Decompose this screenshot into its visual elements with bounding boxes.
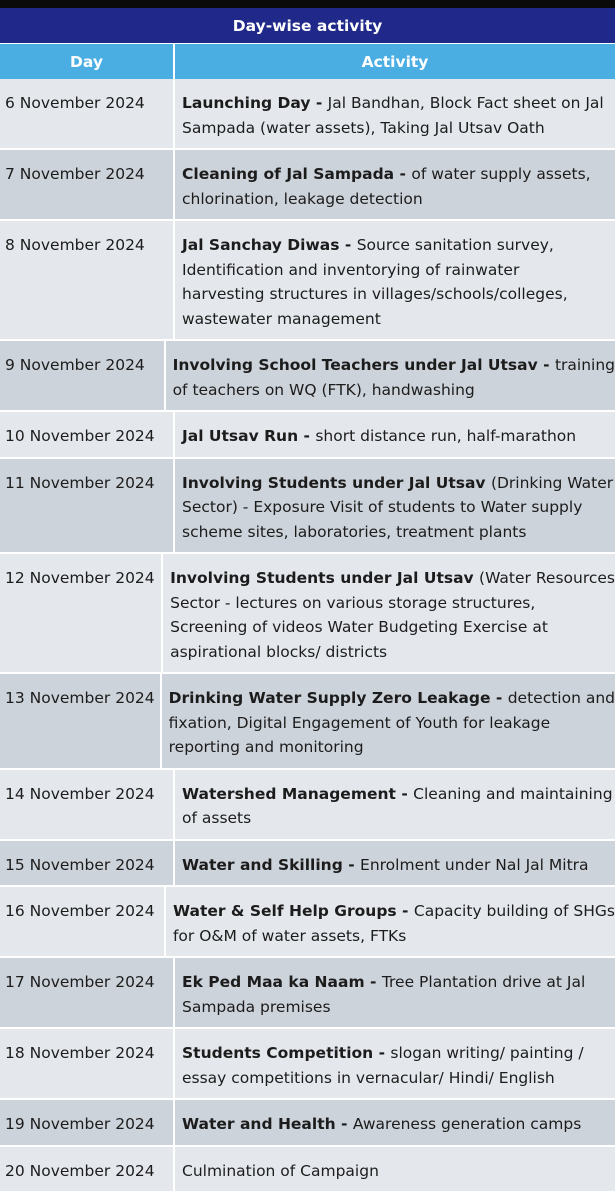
activity-cell xyxy=(162,674,615,768)
top-bar xyxy=(0,0,615,8)
table-row xyxy=(0,841,615,888)
column-header-day: Day xyxy=(0,44,175,79)
day-cell: 9 November 2024 xyxy=(0,341,166,410)
activity-cell xyxy=(175,1147,615,1192)
activity-line xyxy=(182,495,615,520)
day-cell: 7 November 2024 xyxy=(0,150,175,219)
day-cell: 12 November 2024 xyxy=(0,554,163,672)
table-row xyxy=(0,958,615,1029)
column-header-activity: Activity xyxy=(175,44,615,79)
activity-line xyxy=(182,116,615,141)
table-row xyxy=(0,1029,615,1100)
table-row xyxy=(0,150,615,221)
activity-title: Water and Skilling - xyxy=(182,856,360,874)
activity-text: (Drinking Water xyxy=(491,474,613,492)
activity-line xyxy=(173,924,615,949)
activity-line xyxy=(169,735,615,760)
activity-line xyxy=(182,806,615,831)
activity-cell xyxy=(175,150,615,219)
activity-cell xyxy=(175,79,615,148)
activity-text: Tree Plantation drive at Jal xyxy=(382,973,585,991)
activity-cell xyxy=(163,554,615,672)
activity-text: essay competitions in vernacular/ Hindi/ English xyxy=(182,1069,555,1087)
activity-text: for O&M of water assets, FTKs xyxy=(173,927,406,945)
activity-text: slogan writing/ painting / xyxy=(390,1044,583,1062)
activity-text: Identification and inventorying of rainwater xyxy=(182,261,519,279)
activity-text: of assets xyxy=(182,809,251,827)
activity-title: Jal Sanchay Diwas - xyxy=(182,236,357,254)
activity-title: Ek Ped Maa ka Naam - xyxy=(182,973,382,991)
table-row xyxy=(0,459,615,555)
activity-text: Sector - lectures on various storage structures, xyxy=(170,594,535,612)
activity-text: Sector) - Exposure Visit of students to Water supply xyxy=(182,498,582,516)
activity-title: Water & Self Help Groups - xyxy=(173,902,414,920)
day-cell: 6 November 2024 xyxy=(0,79,175,148)
day-cell: 16 November 2024 xyxy=(0,887,166,956)
activity-title: Cleaning of Jal Sampada - xyxy=(182,165,411,183)
activity-text: aspirational blocks/ districts xyxy=(170,643,387,661)
activity-title: Involving School Teachers under Jal Utsav - xyxy=(173,356,555,374)
activity-line xyxy=(182,970,615,995)
activity-text: Enrolment under Nal Jal Mitra xyxy=(360,856,588,874)
activity-line xyxy=(182,782,615,807)
activity-cell xyxy=(175,841,615,886)
activity-cell xyxy=(175,412,615,457)
activity-cell xyxy=(175,1029,615,1098)
activity-cell xyxy=(166,341,615,410)
activity-line xyxy=(182,162,615,187)
activity-cell xyxy=(175,770,615,839)
activity-line xyxy=(170,591,615,616)
activity-line xyxy=(170,566,615,591)
table-row xyxy=(0,412,615,459)
activity-line xyxy=(182,1159,615,1184)
activity-line xyxy=(182,282,615,307)
activity-text: Source sanitation survey, xyxy=(357,236,554,254)
activity-cell xyxy=(175,221,615,339)
activity-text: of water supply assets, xyxy=(411,165,590,183)
day-cell: 10 November 2024 xyxy=(0,412,175,457)
activity-text: Jal Bandhan, Block Fact sheet on Jal xyxy=(328,94,604,112)
activity-line xyxy=(170,615,615,640)
activity-text: training xyxy=(555,356,615,374)
activity-title: Involving Students under Jal Utsav xyxy=(182,474,491,492)
activity-line xyxy=(182,471,615,496)
table-row xyxy=(0,79,615,150)
activity-title: Drinking Water Supply Zero Leakage - xyxy=(169,689,508,707)
activity-line xyxy=(182,995,615,1020)
day-cell: 15 November 2024 xyxy=(0,841,175,886)
activity-line xyxy=(182,1112,615,1137)
activity-line xyxy=(182,258,615,283)
activity-text: chlorination, leakage detection xyxy=(182,190,423,208)
activity-cell xyxy=(175,1100,615,1145)
activity-cell xyxy=(175,958,615,1027)
activity-text: Cleaning and maintaining xyxy=(413,785,612,803)
activity-title: Watershed Management - xyxy=(182,785,413,803)
activity-line xyxy=(173,353,615,378)
day-cell: 11 November 2024 xyxy=(0,459,175,553)
activity-line xyxy=(173,378,615,403)
activity-text: Capacity building of SHGs xyxy=(414,902,615,920)
activity-line xyxy=(182,1041,615,1066)
table-row xyxy=(0,1147,615,1193)
day-cell: 14 November 2024 xyxy=(0,770,175,839)
activity-line xyxy=(182,853,615,878)
activity-cell xyxy=(166,887,615,956)
table-row xyxy=(0,554,615,674)
activity-line xyxy=(182,307,615,332)
activity-text: (Water Resources xyxy=(479,569,615,587)
activity-line xyxy=(182,187,615,212)
activity-text: detection and xyxy=(508,689,615,707)
activity-text: short distance run, half-marathon xyxy=(315,427,576,445)
activity-title: Water and Health - xyxy=(182,1115,353,1133)
activity-text: Sampada (water assets), Taking Jal Utsav Oath xyxy=(182,119,545,137)
day-cell: 18 November 2024 xyxy=(0,1029,175,1098)
activity-text: reporting and monitoring xyxy=(169,738,364,756)
activity-line xyxy=(182,233,615,258)
activity-line xyxy=(182,424,615,449)
activity-line xyxy=(182,1066,615,1091)
activity-text: harvesting structures in villages/schools/colleges, xyxy=(182,285,568,303)
activity-line xyxy=(182,520,615,545)
table-row xyxy=(0,221,615,341)
activity-text: Culmination of Campaign xyxy=(182,1162,379,1180)
table-row xyxy=(0,341,615,412)
activity-title: Involving Students under Jal Utsav xyxy=(170,569,479,587)
activity-text: Sampada premises xyxy=(182,998,331,1016)
activity-text: scheme sites, laboratories, treatment plants xyxy=(182,523,526,541)
activity-title: Launching Day - xyxy=(182,94,328,112)
day-cell: 20 November 2024 xyxy=(0,1147,175,1192)
activity-text: Awareness generation camps xyxy=(353,1115,581,1133)
table-title: Day-wise activity xyxy=(0,8,615,43)
day-cell: 17 November 2024 xyxy=(0,958,175,1027)
activity-line xyxy=(173,899,615,924)
table-row xyxy=(0,887,615,958)
activity-line xyxy=(182,91,615,116)
activity-title: Students Competition - xyxy=(182,1044,390,1062)
activity-title: Jal Utsav Run - xyxy=(182,427,315,445)
day-cell: 19 November 2024 xyxy=(0,1100,175,1145)
table-row xyxy=(0,1100,615,1147)
table-row xyxy=(0,770,615,841)
activity-text: Screening of videos Water Budgeting Exercise at xyxy=(170,618,548,636)
table-body xyxy=(0,79,615,1193)
activity-text: wastewater management xyxy=(182,310,381,328)
day-cell: 8 November 2024 xyxy=(0,221,175,339)
activity-text: of teachers on WQ (FTK), handwashing xyxy=(173,381,475,399)
activity-line xyxy=(170,640,615,665)
day-cell: 13 November 2024 xyxy=(0,674,162,768)
activity-text: fixation, Digital Engagement of Youth for leakage xyxy=(169,714,551,732)
activity-cell xyxy=(175,459,615,553)
activity-line xyxy=(169,711,615,736)
table-row xyxy=(0,674,615,770)
activity-line xyxy=(169,686,615,711)
table-header xyxy=(0,44,615,79)
